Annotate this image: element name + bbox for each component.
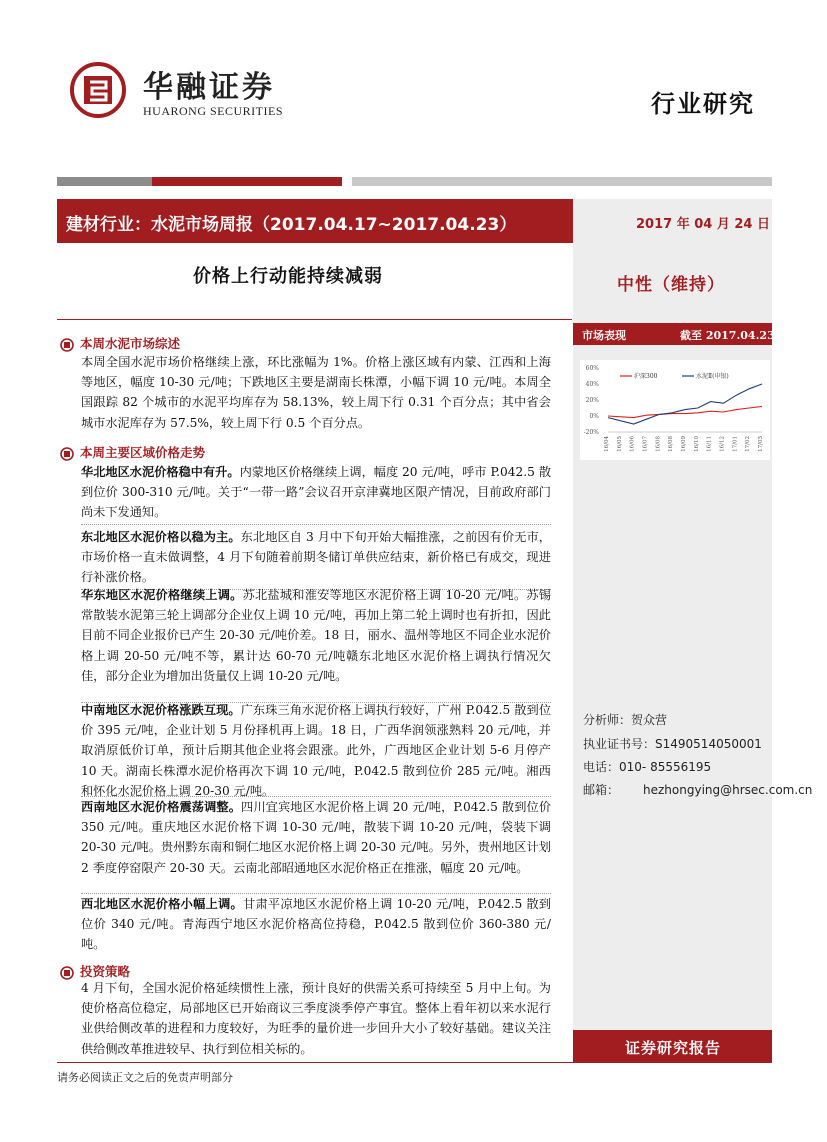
- section-bullet-icon: [60, 338, 74, 352]
- rating: 中性（维持）: [617, 275, 725, 295]
- report-date: 2017 年 04 月 24 日: [636, 217, 770, 232]
- region-east-body: 苏北盐城和淮安等地区水泥价格上调 10-20 元/吨。苏锡常散装水泥第三轮上调部分企业仅上调 10 元/吨，再加上第二轮上调时也有折扣，因此目前不同企业报价已产生 20-30 元/吨价差。18 日，丽水、温州等地区不同企业水泥价格上调 20-50 元/吨不等，累计达 60-70 元/吨赣东北地区水泥价格上调执行情况欠佳，部分企业为增加出货量仅上调 10-20 元/吨。: [81, 588, 551, 683]
- chart-x-tick: 17/03: [758, 436, 764, 452]
- section-2-header: [60, 443, 205, 461]
- cert-value: S1490514050001: [655, 737, 762, 751]
- chart-y-tick: 40%: [585, 381, 599, 388]
- section-1-body: 本周全国水泥市场价格继续上涨，环比涨幅为 1%。价格上涨区域有内蒙、江西和上海等地区，幅度 10-30 元/吨；下跌地区主要是湖南长株潭，小幅下调 10 元/吨。本周全国跟踪 82 个城市的水泥平均库存为 58.13%，较上周下行 0.31 个百分点；其中省会城市水泥库存为 57.5%，较上周下行 0.5 个百分点。: [81, 355, 551, 430]
- chart-x-tick: 16/08: [655, 436, 662, 452]
- market-label: 市场表现: [582, 329, 626, 342]
- email-value[interactable]: hezhongying@hrsec.com.cn: [643, 783, 813, 797]
- region-north-head: 华北地区水泥价格稳中有升。: [81, 465, 240, 479]
- header-bar-1: [57, 177, 152, 186]
- report-tag: 证券研究报告: [625, 1039, 722, 1057]
- region-southwest: [81, 797, 551, 878]
- report-title: 建材行业：水泥市场周报（2017.04.17~2017.04.23）: [66, 215, 517, 235]
- section-bullet-icon: [60, 966, 74, 980]
- footer-disclaimer: 请务必阅读正文之后的免责声明部分: [57, 1071, 233, 1084]
- email-label: 邮箱：: [583, 783, 620, 797]
- region-east-head: 华东地区水泥价格继续上调。: [81, 588, 243, 602]
- market-chart: [580, 360, 770, 460]
- region-north-body: 内蒙地区价格继续上调，幅度 20 元/吨，呼市 P.042.5 散到位价 300-310 元/吨。关于“一带一路”会议召开京津冀地区限产情况，目前政府部门尚未下发通知。: [81, 465, 552, 520]
- analyst-name: 贺众营: [631, 713, 668, 727]
- chart-x-tick: 16/11: [706, 436, 713, 452]
- region-southwest-body: 四川宜宾地区水泥价格上调 20 元/吨，P.042.5 散到位价 350 元/吨。重庆地区水泥价格下调 10-30 元/吨，散装下调 10-20 元/吨，袋装下调 20-30 元/吨。贵州黔东南和铜仁地区水泥价格上调 20-30 元/吨。另外，贵州地区计划 2 季度停窑限产 20-30 天。云南北部昭通地区水泥价格正在推涨，幅度 20 元/吨。: [81, 800, 552, 875]
- chart-x-tick: 16/07: [642, 436, 649, 452]
- report-type: 行业研究: [651, 89, 755, 118]
- region-northwest: [81, 894, 551, 955]
- header-bar-2: [152, 177, 342, 186]
- section-1-header: [60, 334, 180, 352]
- brand-name-en: HUARONG SECURITIES: [143, 104, 284, 118]
- chart-y-tick: 20%: [585, 397, 599, 404]
- region-east: [81, 585, 551, 686]
- section-3-body: 4 月下旬，全国水泥价格延续惯性上涨，预计良好的供需关系可持续至 5 月中上旬。为使价格高位稳定，局部地区已开始商议三季度淡季停产事宜。整体上看年初以来水泥行业供给侧改革的进程和力度较好，为旺季的量价进一步回升大小了较好基础。建议关注供给侧改革推进较早、执行到位相关标的。: [81, 981, 551, 1056]
- chart-x-tick: 17/01: [732, 436, 739, 452]
- phone-label: 电话：: [583, 760, 620, 774]
- header-bar-gap: [342, 177, 352, 186]
- chart-legend-label: 沪深300: [634, 373, 658, 380]
- region-north: [81, 462, 551, 523]
- chart-x-tick: 16/12: [719, 436, 726, 452]
- bottom-rule: [57, 1062, 772, 1063]
- section-bullet-icon: [60, 447, 74, 461]
- chart-y-tick: 0%: [589, 413, 599, 420]
- chart-x-tick: 16/06: [629, 436, 636, 452]
- phone-row: [583, 758, 711, 775]
- chart-x-tick: 16/09: [681, 436, 687, 452]
- market-date: 截至 2017.04.23: [680, 329, 775, 342]
- region-southwest-head: 西南地区水泥价格震荡调整。: [81, 800, 242, 814]
- cert-row: [583, 735, 762, 752]
- email-row: [583, 781, 812, 798]
- section-3-title: 投资策略: [80, 964, 131, 979]
- region-central-south: [81, 700, 551, 801]
- header-bar-3: [352, 177, 772, 186]
- headline: 价格上行动能持续减弱: [193, 266, 383, 287]
- chart-x-tick: 16/10: [693, 436, 700, 452]
- brand-name-cn: 华融证券: [143, 70, 275, 105]
- region-northeast-body: 东北地区自 3 月中下旬开始大幅推涨，之前因有价无市，市场价格一直未做调整，4 月下旬随着前期冬储订单供应结束，新价格已有成交，现进行补涨价格。: [81, 530, 551, 585]
- chart-x-tick: 16/04: [604, 436, 610, 452]
- phone-value: 010- 85556195: [619, 760, 712, 774]
- analyst-row: [583, 711, 667, 728]
- chart-y-tick: -20%: [583, 429, 599, 436]
- chart-x-tick: 17/02: [745, 436, 752, 452]
- region-central-south-body: 广东珠三角水泥价格上调执行较好，广州 P.042.5 散到位价 395 元/吨，企业计划 5 月份择机再上调。18 日，广西华润领涨熟料 20 元/吨，并取消原低价订单，预计后期其他企业将会跟涨。此外，广西地区企业计划 5-6 月停产 10 天。湖南长株潭水泥价格再次下调 10 元/吨，P.042.5 散到位价 285 元/吨。湘西和怀化水泥价格上调 20-30 元/吨。: [81, 703, 552, 798]
- chart-legend-label: 水泥Ⅱ(申银): [696, 373, 729, 380]
- region-northwest-body: 甘肃平凉地区水泥价格上调 10-20 元/吨，P.042.5 散到位价 340 元/吨。青海西宁地区水泥价格高位持稳，P.042.5 散到位价 360-380 元/吨。: [81, 897, 552, 952]
- chart-x-tick: 16/05: [616, 436, 623, 452]
- cert-label: 执业证书号：: [583, 737, 656, 751]
- region-northeast: [81, 527, 551, 588]
- region-central-south-head: 中南地区水泥价格涨跌互现。: [81, 703, 241, 717]
- region-northeast-head: 东北地区水泥价格以稳为主。: [81, 530, 241, 544]
- chart-y-tick: 60%: [585, 365, 599, 372]
- huarong-logo: [70, 62, 126, 118]
- section-2-title: 本周主要区域价格走势: [80, 445, 206, 460]
- section-1-title: 本周水泥市场综述: [80, 336, 181, 351]
- main-rule: [57, 319, 572, 320]
- analyst-label: 分析师：: [583, 713, 632, 727]
- chart-x-tick: 16/08: [668, 436, 675, 452]
- region-northwest-head: 西北地区水泥价格小幅上调。: [81, 897, 243, 911]
- separator: [81, 524, 551, 526]
